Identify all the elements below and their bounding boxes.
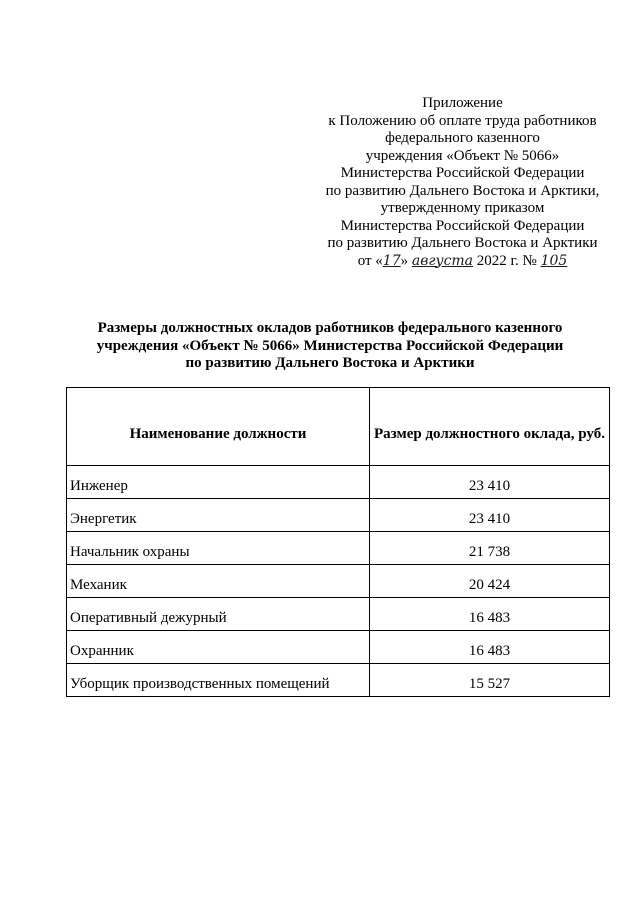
date-year: 2022 г. № [473, 252, 541, 269]
salary-cell: 16 483 [370, 631, 610, 664]
position-cell: Оперативный дежурный [67, 598, 370, 631]
header-salary: Размер должностного оклада, руб. [370, 388, 610, 466]
appendix-line: Министерства Российской Федерации [340, 217, 585, 234]
table-row [67, 664, 610, 697]
date-mid: » [400, 252, 412, 269]
salary-cell: 15 527 [370, 664, 610, 697]
title-line: учреждения «Объект № 5066» Министерства Российской Федерации [96, 337, 564, 354]
appendix-line: Приложение [422, 95, 503, 111]
appendix-block [300, 95, 625, 270]
salary-cell: 23 410 [370, 466, 610, 499]
position-cell: Механик [67, 565, 370, 598]
appendix-line: по развитию Дальнего Востока и Арктики [327, 235, 598, 251]
handwritten-day: 17 [382, 252, 401, 269]
table-row [67, 466, 610, 499]
position-cell: Уборщик производственных помещений [67, 664, 370, 697]
appendix-line: утвержденному приказом [380, 200, 545, 216]
table-row [67, 565, 610, 598]
table-row [67, 499, 610, 532]
order-date-line [300, 253, 625, 271]
position-cell: Инженер [67, 466, 370, 499]
date-prefix: от « [357, 252, 383, 269]
salary-cell: 20 424 [370, 565, 610, 598]
handwritten-number: 105 [540, 252, 568, 269]
title-line: по развитию Дальнего Востока и Арктики [185, 355, 475, 371]
salary-cell: 21 738 [370, 532, 610, 565]
appendix-line: учреждения «Объект № 5066» [365, 147, 560, 164]
appendix-line: к Положению об оплате труда работников [328, 112, 597, 129]
handwritten-month: августа [411, 252, 474, 269]
table-row [67, 631, 610, 664]
title-line: Размеры должностных окладов работников федерального казенного [97, 320, 563, 336]
appendix-line: по развитию Дальнего Востока и Арктики, [325, 182, 600, 199]
document-title [60, 320, 600, 373]
salary-cell: 23 410 [370, 499, 610, 532]
appendix-line: федерального казенного [385, 130, 540, 146]
table-row [67, 598, 610, 631]
table-row [67, 532, 610, 565]
appendix-line: Министерства Российской Федерации [340, 165, 585, 181]
salary-table [66, 387, 610, 697]
position-cell: Начальник охраны [67, 532, 370, 565]
position-cell: Охранник [67, 631, 370, 664]
header-position: Наименование должности [67, 388, 370, 466]
salary-cell: 16 483 [370, 598, 610, 631]
table-header-row [67, 388, 610, 466]
position-cell: Энергетик [67, 499, 370, 532]
